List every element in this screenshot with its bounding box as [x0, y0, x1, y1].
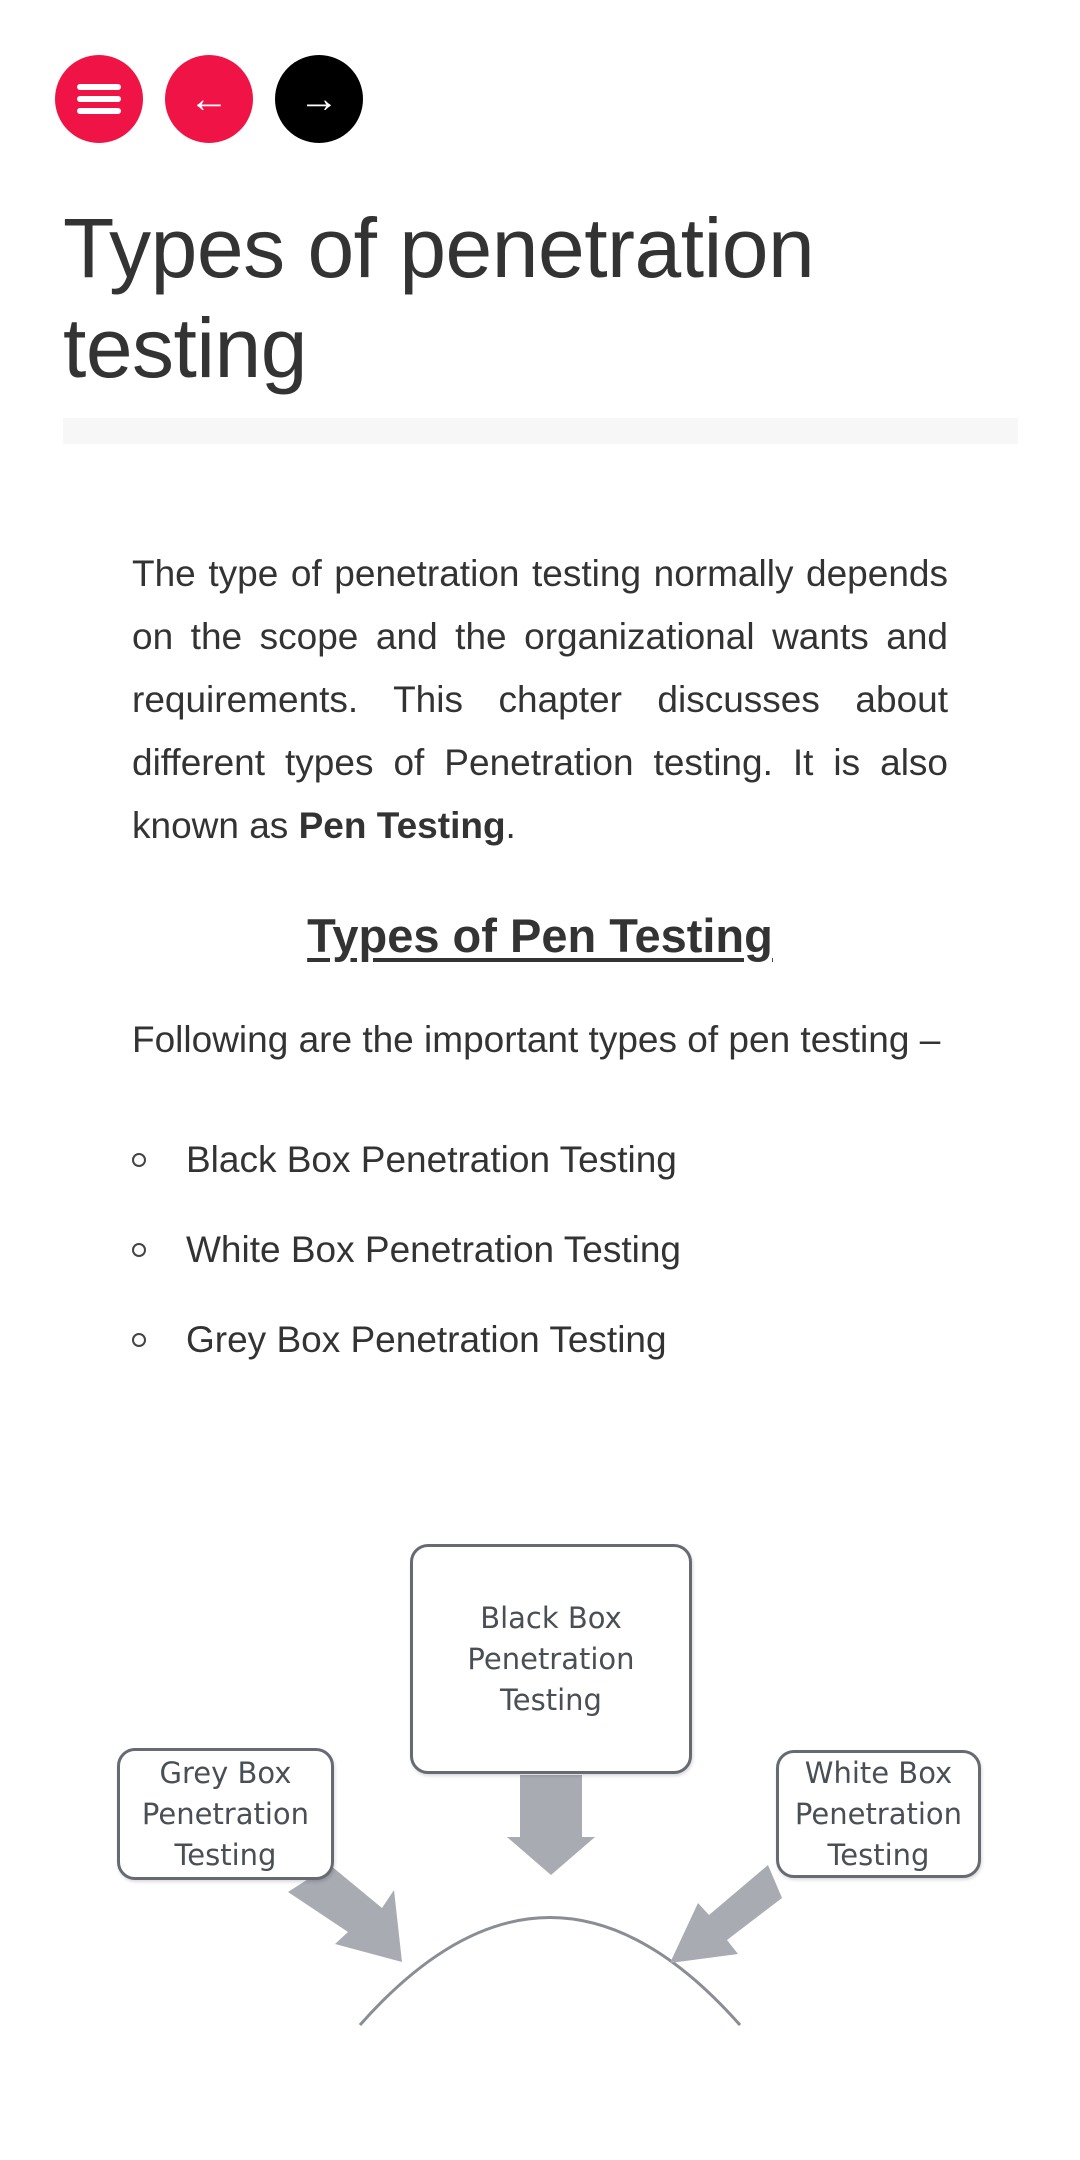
- types-list: [132, 1129, 948, 1371]
- intro-end: .: [505, 805, 516, 846]
- intro-bold-term: Pen Testing: [298, 805, 506, 846]
- page-title: Types of penetration testing: [63, 201, 815, 395]
- nav-buttons: [55, 55, 363, 143]
- black-box-node: [410, 1544, 692, 1774]
- pen-testing-types-diagram: [100, 1530, 1000, 2050]
- list-item-label: Black Box Penetration Testing: [186, 1139, 677, 1180]
- circle-bullet-icon: [132, 1333, 146, 1347]
- arrow-down-icon: [507, 1775, 595, 1875]
- list-item-label: White Box Penetration Testing: [186, 1229, 681, 1270]
- list-item: [132, 1309, 948, 1371]
- grey-box-label: Grey Box Penetration Testing: [141, 1755, 310, 1872]
- title-divider: [63, 418, 1018, 444]
- arrow-diagonal-left-icon: [670, 1865, 782, 1963]
- article-content: [132, 542, 948, 1399]
- circle-bullet-icon: [132, 1243, 146, 1257]
- menu-button[interactable]: [55, 55, 143, 143]
- grey-box-node: [117, 1748, 334, 1880]
- white-box-label: White Box Penetration Testing: [794, 1755, 963, 1872]
- circle-bullet-icon: [132, 1153, 146, 1167]
- list-item: [132, 1219, 948, 1281]
- arrow-left-icon: ←: [189, 76, 229, 121]
- arrow-right-icon: →: [299, 76, 339, 121]
- list-item-label: Grey Box Penetration Testing: [186, 1319, 667, 1360]
- center-arc: [360, 1918, 740, 2026]
- section-heading: Types of Pen Testing: [307, 909, 773, 962]
- lead-paragraph: Following are the important types of pen testing –: [132, 1019, 941, 1060]
- forward-button[interactable]: [275, 55, 363, 143]
- hamburger-icon: [77, 84, 121, 114]
- white-box-node: [776, 1750, 981, 1878]
- intro-text: The type of penetration testing normally depends on the scope and the organizational wants and requirements. This chapter discusses about different types of Penetration testing. It is also known as: [132, 553, 948, 846]
- back-button[interactable]: [165, 55, 253, 143]
- list-item: [132, 1129, 948, 1191]
- intro-paragraph: [132, 542, 948, 857]
- black-box-label: Black Box Penetration Testing: [467, 1600, 635, 1717]
